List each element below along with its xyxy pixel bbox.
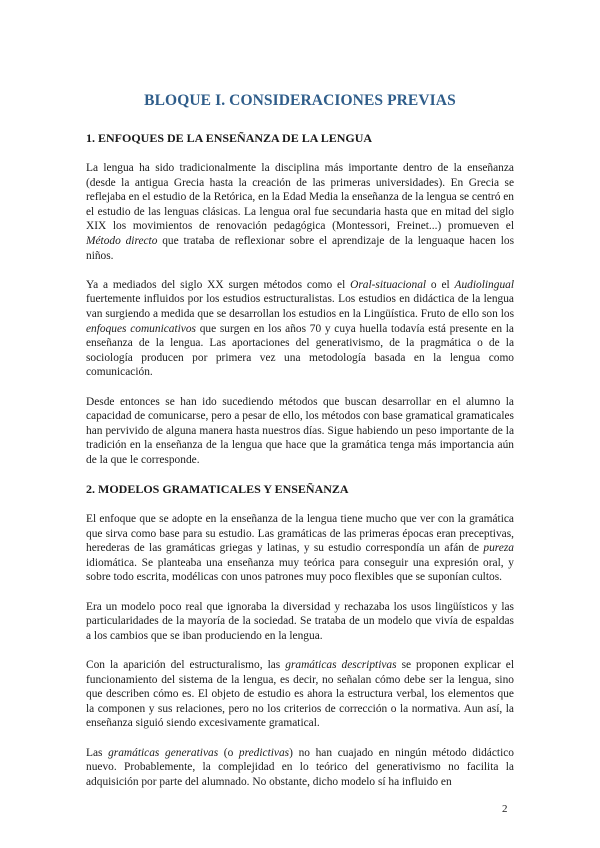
text-run: que trataba de reflexionar sobre el aprendizaje de la lenguaque hacen los niños. xyxy=(86,234,514,262)
paragraph xyxy=(86,512,514,585)
paragraph xyxy=(86,278,514,380)
text-run: La lengua ha sido tradicionalmente la disciplina más importante dentro de la enseñanza (desde la antigua Grecia hasta la creación de las primeras universidades). En Grecia se reflejaba en el estudio de la Retórica, en la Edad Media la enseñanza de la lengua se centró en el estudio de las lenguas clásicas. La lengua oral fue secundaria hasta que en mitad del siglo XIX los movimientos de renovación pedagógica (Montessori, Freinet...) promueven el xyxy=(86,162,514,233)
italic-text: Oral-situacional xyxy=(350,278,427,291)
paragraph xyxy=(86,746,514,790)
italic-text: enfoques comunicativos xyxy=(86,322,196,335)
italic-text: pureza xyxy=(483,542,514,555)
text-run: ) no han cuajado en ningún método didáctico nuevo. Probablemente, la complejidad en lo teórico del generativismo no facilita la adquisición por parte del alumnado. No obstante, dicho modelo sí ha influido en xyxy=(86,746,514,788)
paragraph xyxy=(86,395,514,468)
page-title: BLOQUE I. CONSIDERACIONES PREVIAS xyxy=(144,92,456,109)
paragraph xyxy=(86,161,514,263)
text-run: Ya a mediados del siglo XX surgen métodos como el xyxy=(86,278,351,291)
section-heading: 1. ENFOQUES DE LA ENSEÑANZA DE LA LENGUA xyxy=(86,131,373,145)
text-run: Con la aparición del estructuralismo, las xyxy=(86,659,286,671)
text-run: fuertemente influidos por los estudios estructuralistas. Los estudios en didáctica de la lengua van surgiendo a medida que se desarrollan los estudios en la Lingüística. Fruto de ello son los xyxy=(86,293,514,320)
italic-text: predictivas xyxy=(238,746,290,759)
section-heading: 2. MODELOS GRAMATICALES Y ENSEÑANZA xyxy=(86,482,349,497)
italic-text: Método directo xyxy=(86,234,158,247)
italic-text: gramáticas generativas xyxy=(108,746,219,759)
section-modelos xyxy=(86,482,514,789)
text-run: idiomática. Se planteaba una enseñanza muy teórica para conseguir una expresión oral, y sobre todo escrita, modélicas con unos patrones muy poco flexibles que se suponían cultos. xyxy=(86,556,514,584)
text-run: que surgen en los años 70 y cuya huella todavía está presente en la enseñanza de la lengua. Las aportaciones del generativismo, de la pragmática o de la sociología producen por primera vez una metodología basada en la lengua como comunicación. xyxy=(86,322,514,379)
page-number: 2 xyxy=(502,803,508,815)
text-run: Las xyxy=(86,746,109,759)
text-run: Desde entonces se han ido sucediendo métodos que buscan desarrollar en el alumno la capacidad de comunicarse, pero a pesar de ello, los métodos con base gramatical gramaticales han pervivido de alguna manera hasta nuestros días. Sigue habiendo un peso importante de la tradición en la enseñanza de la lengua que hace que la gramática tenga más importancia aún de la que le corresponde. xyxy=(86,395,514,466)
section-enfoques xyxy=(86,131,514,467)
text-run: se proponen explicar el funcionamiento del sistema de la lengua, es decir, no señalan cómo debe ser la lengua, sino que describen cómo es. El objeto de estudio es ahora la estructura verbal, los elementos que la componen y sus relaciones, pero no los criterios de corrección o la normativa. Aun así, la enseñanza siguió siendo excesivamente gramatical. xyxy=(86,659,514,730)
italic-text: Audiolingual xyxy=(454,278,514,291)
text-run: (o xyxy=(218,746,239,759)
page-content xyxy=(86,131,514,804)
text-run: o el xyxy=(426,278,455,291)
text-run: Era un modelo poco real que ignoraba la diversidad y rechazaba los usos lingüísticos y las particularidades de la mayoría de la sociedad. Se trataba de un modelo que vivía de espaldas a los cambios que se iban produciendo en la lengua. xyxy=(86,600,514,642)
text-run: El enfoque que se adopte en la enseñanza de la lengua tiene mucho que ver con la gramática que sirva como base para su estudio. Las gramáticas de las primeras épocas eran preceptivas, herederas de las gramáticas griegas y latinas, y su estudio correspondía un afán de xyxy=(86,513,514,555)
italic-text: gramáticas descriptivas xyxy=(285,659,397,671)
paragraph xyxy=(86,600,514,644)
paragraph xyxy=(86,658,514,731)
